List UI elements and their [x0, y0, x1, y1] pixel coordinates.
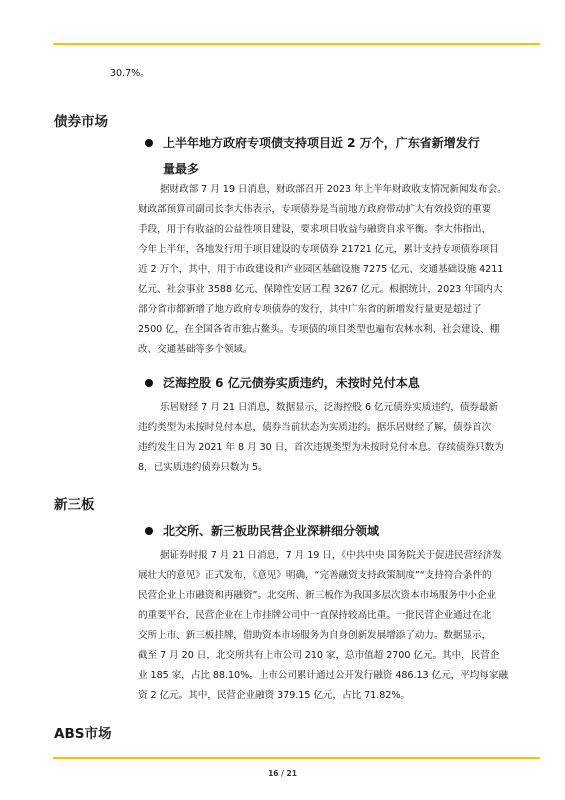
bullet-dot	[145, 379, 153, 387]
bullet-dot	[145, 139, 153, 147]
paragraph-line: 今年上半年，各地发行用于项目建设的专项债券 21721 亿元，累计支持专项债券项目	[138, 244, 499, 255]
paragraph-line: 近 2 万个，其中，用于市政建设和产业园区基础设施 7275 亿元、交通基础设施 4211	[138, 264, 504, 275]
paragraph-line: 亿元、社会事业 3588 亿元、保障性安居工程 3267 亿元。根据统计，2023 年国内大	[138, 284, 503, 295]
paragraph-line: 交所上市、新三板挂牌，借助资本市场服务为自身创新发展增添了动力。数据显示，	[138, 630, 492, 641]
bullet-title-line: 泛海控股 6 亿元债券实质违约，未按时兑付本息	[163, 376, 420, 390]
paragraph-line: 改、交通基础等多个领域。	[138, 344, 253, 355]
paragraph-line: 部分省市都新增了地方政府专项债券的发行，其中广东省的新增发行量更是超过了	[138, 304, 482, 315]
paragraph-line: 展壮大的意见》正式发布，《意见》明确，“完善融资支持政策制度”“支持符合条件的	[138, 570, 492, 581]
section-title-neeq: 新三板	[54, 497, 95, 513]
paragraph-line: 据财政部 7 月 19 日消息，财政部召开 2023 年上半年财政收支情况新闻发布会。	[160, 184, 507, 195]
paragraph-line: 据证券时报 7 月 21 日消息，7 月 19 日，《中共中央 国务院关于促进民营经济发	[160, 550, 502, 561]
paragraph-line: 8，已实质违约债券只数为 5。	[138, 462, 268, 473]
header-rule	[53, 43, 540, 45]
paragraph-line: 截至 7 月 20 日，北交所共有上市公司 210 家，总市值超 2700 亿元。其中，民营企	[138, 650, 500, 661]
footer-rule	[53, 757, 540, 759]
paragraph-line: 违约类型为未按时兑付本息，债券当前状态为实质违约。据乐居财经了解，债券首次	[138, 422, 492, 433]
bullet-title-line: 北交所、新三板助民营企业深耕细分领域	[163, 524, 380, 538]
section-title-bonds: 债券市场	[54, 114, 108, 130]
paragraph-line: 资 2 亿元。其中，民营企业融资 379.15 亿元，占比 71.82%。	[138, 690, 410, 701]
paragraph-line: 的重要平台，民营企业在上市挂牌公司中一直保持较高比重。一批民营企业通过在北	[138, 610, 492, 621]
paragraph-line: 2500 亿，在全国各省市独占鳌头。专项债的项目类型也遍布农林水利、社会建设、棚	[138, 324, 500, 335]
paragraph-line: 手段，用于有收益的公益性项目建设，要求项目收益与融资自求平衡。李大伟指出，	[138, 224, 492, 235]
paragraph-line: 财政部预算司副司长李大伟表示，专项债券是当前地方政府带动扩大有效投资的重要	[138, 204, 492, 215]
bullet-dot	[145, 527, 153, 535]
paragraph-line: 业 185 家，占比 88.10%。上市公司累计通过公开发行融资 486.13 亿元，平均每家融	[138, 670, 508, 681]
paragraph-line: 民营企业上市融资和再融资”。北交所、新三板作为我国多层次资本市场服务中小企业	[138, 590, 497, 601]
page-number: 16 / 21	[268, 769, 297, 778]
paragraph-line: 乐居财经 7 月 21 日消息，数据显示，泛海控股 6 亿元债券实质违约，债券最新	[160, 402, 499, 413]
bullet-title-line: 上半年地方政府专项债支持项目近 2 万个，广东省新增发行	[163, 136, 480, 150]
paragraph-line: 违约发生日为 2021 年 8 月 30 日，首次违规类型为未按时兑付本息。存续债券只数为	[138, 442, 504, 453]
intro-tail: 30.7%。	[110, 68, 150, 79]
section-title-abs: ABS市场	[54, 726, 112, 742]
bullet-title-line: 量最多	[163, 162, 200, 176]
